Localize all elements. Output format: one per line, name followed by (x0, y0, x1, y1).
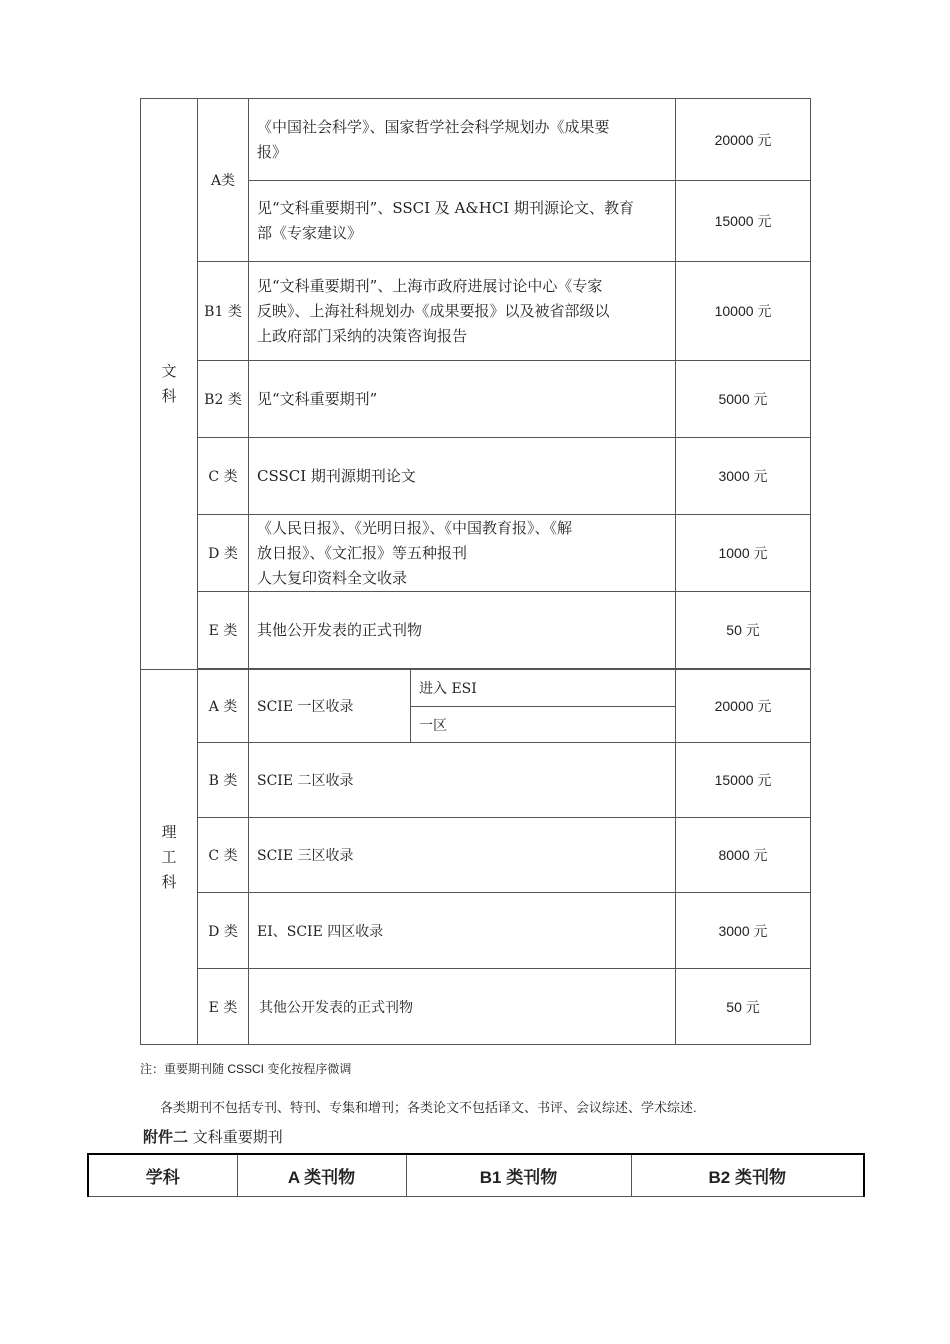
class-description: SCIE 二区收录 (249, 743, 676, 818)
reward-amount: 20000 元 (676, 670, 811, 743)
appendix-heading (143, 1126, 283, 1147)
reward-amount: 15000 元 (676, 181, 811, 262)
reward-amount: 20000 元 (676, 99, 811, 181)
reward-amount: 50 元 (676, 969, 811, 1045)
header-b1-class: B1 类刊物 (406, 1154, 631, 1197)
note-exclusions: 各类期刊不包括专刊、特刊、专集和增刊；各类论文不包括译文、书评、会议综述、学术综述. (160, 1100, 697, 1115)
header-discipline: 学科 (88, 1154, 237, 1197)
class-label: E 类 (198, 592, 249, 669)
class-description: 《人民日报》、《光明日报》、《中国教育报》、《解 放日报》、《文汇报》等五种报刊 人大复印资料全文收录 (249, 515, 676, 592)
class-description: EI、SCIE 四区收录 (249, 893, 676, 969)
class-label: A 类 (198, 670, 249, 743)
discipline-ligongke: 理 工 科 (141, 670, 198, 1045)
class-label: B2 类 (198, 361, 249, 438)
appendix-label: 附件二 (143, 1129, 189, 1146)
header-b2-class: B2 类刊物 (631, 1154, 864, 1197)
reward-amount: 8000 元 (676, 818, 811, 893)
reward-amount: 3000 元 (676, 893, 811, 969)
header-a-class: A 类刊物 (237, 1154, 406, 1197)
class-description: 见“文科重要期刊”、SSCI 及 A&HCI 期刊源论文、教育 部《专家建议》 (249, 181, 676, 262)
class-description: 见“文科重要期刊”、上海市政府进展讨论中心《专家 反映》、上海社科规划办《成果要报》以及被省部级以 上政府部门采纳的决策咨询报告 (249, 262, 676, 361)
class-label: B1 类 (198, 262, 249, 361)
reward-amount: 5000 元 (676, 361, 811, 438)
sub-condition: 一区 (411, 707, 676, 743)
reward-amount: 15000 元 (676, 743, 811, 818)
class-label: C 类 (198, 438, 249, 515)
class-label: D 类 (198, 515, 249, 592)
class-description: SCIE 三区收录 (249, 818, 676, 893)
sub-condition: 进入 ESI (411, 670, 676, 707)
note-cssci: 注：重要期刊随 CSSCI 变化按程序微调 (140, 1062, 352, 1076)
class-label: E 类 (198, 969, 249, 1045)
class-description: 《中国社会科学》、国家哲学社会科学规划办《成果要 报》 (249, 99, 676, 181)
class-label: D 类 (198, 893, 249, 969)
reward-table (140, 98, 811, 1045)
class-label: C 类 (198, 818, 249, 893)
class-description: 见“文科重要期刊” (249, 361, 676, 438)
class-label: B 类 (198, 743, 249, 818)
class-description: 其他公开发表的正式刊物 (249, 592, 676, 669)
appendix-table (87, 1153, 865, 1197)
class-label: A类 (198, 99, 249, 262)
class-description: 其他公开发表的正式刊物 (249, 969, 676, 1045)
class-description: CSSCI 期刊源期刊论文 (249, 438, 676, 515)
reward-amount: 50 元 (676, 592, 811, 669)
reward-amount: 3000 元 (676, 438, 811, 515)
reward-amount: 1000 元 (676, 515, 811, 592)
reward-amount: 10000 元 (676, 262, 811, 361)
discipline-wenke: 文 科 (141, 99, 198, 670)
class-description: SCIE 一区收录 (249, 670, 411, 743)
appendix-title: 文科重要期刊 (192, 1128, 283, 1146)
